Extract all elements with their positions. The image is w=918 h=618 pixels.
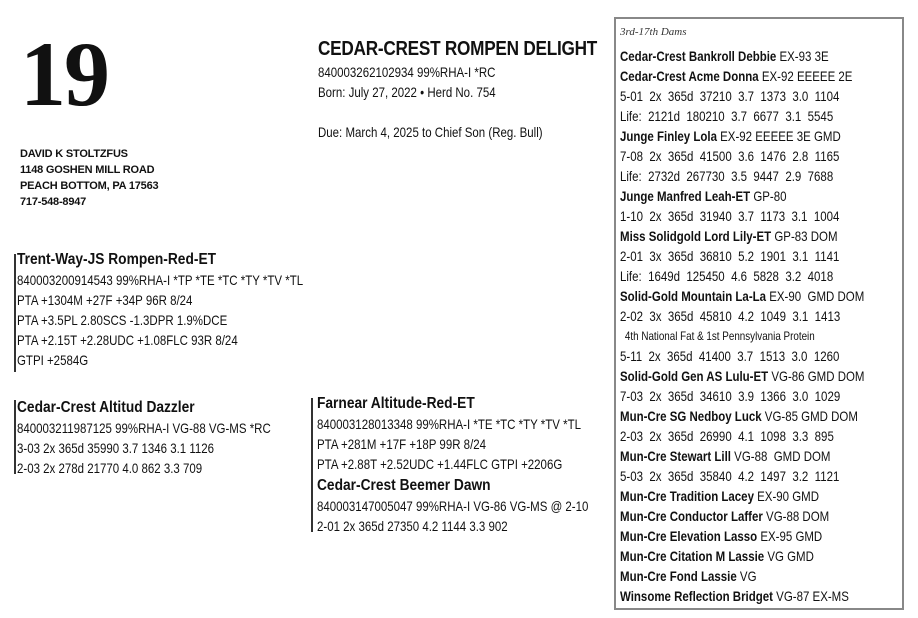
dam-entry-classification: VG-87 EX-MS (772, 588, 849, 604)
dam-record-line: 1-10 2x 365d 31940 3.7 1173 3.1 1004 (620, 208, 840, 224)
maternal-bracket (311, 398, 315, 532)
dam-entry (620, 126, 915, 146)
dam-entry-classification: VG GMD (764, 548, 814, 564)
dam-entry (620, 566, 915, 586)
dam-entry (620, 586, 915, 606)
dam-entry-classification: VG-85 GMD DOM (761, 408, 858, 424)
sire-block (17, 250, 366, 370)
dam-entry (620, 406, 915, 426)
dam-entry (620, 46, 915, 66)
dam-record-line: 2-02 3x 365d 45810 4.2 1049 3.1 1413 (620, 308, 841, 324)
dam-entry-classification: VG (736, 568, 757, 584)
mgd-line: 2-01 2x 365d 27350 4.2 1144 3.3 902 (317, 518, 508, 534)
dam-note: 4th National Fat & 1st Pennsylvania Protein (624, 329, 815, 343)
lot-number: 19 (20, 23, 108, 125)
dam-entry-classification: EX-92 EEEEE 2E (758, 68, 853, 84)
sire-line: PTA +1304M +27F +34P 96R 8/24 (17, 292, 193, 308)
mgs-line: PTA +281M +17F +18P 99R 8/24 (317, 436, 487, 452)
dam-record-line: 5-11 2x 365d 41400 3.7 1513 3.0 1260 (620, 348, 840, 364)
dam-record-line: Life: 2121d 180210 3.7 6677 3.1 5545 (620, 108, 834, 124)
dam-entry (620, 546, 915, 566)
dam-entry (620, 366, 915, 386)
dam-entry-name: Mun-Cre Conductor Laffer (620, 508, 763, 524)
dam-entry-classification: EX-93 3E (776, 48, 829, 64)
dam-record-line: Life: 2732d 267730 3.5 9447 2.9 7688 (620, 168, 834, 184)
owner-name: DAVID K STOLTZFUS (20, 148, 128, 160)
mgs-block (317, 394, 639, 474)
dam-line: 840003211987125 99%RHA-I VG-88 VG-MS *RC (17, 420, 271, 436)
sire-line: PTA +3.5PL 2.80SCS -1.3DPR 1.9%DCE (17, 312, 228, 328)
animal-name: CEDAR-CREST ROMPEN DELIGHT (318, 38, 598, 60)
dam-entry-name: Mun-Cre Fond Lassie (620, 568, 737, 584)
sire-line: 840003200914543 99%RHA-I *TP *TE *TC *TY *TV *TL (17, 272, 304, 288)
dam-entry-classification: EX-90 GMD (753, 488, 820, 504)
dam-entry (620, 66, 915, 86)
dam-record-line: 5-01 2x 365d 37210 3.7 1373 3.0 1104 (620, 88, 840, 104)
dam-entry-classification: EX-95 GMD (757, 528, 823, 544)
dams-header: 3rd-17th Dams (620, 26, 687, 38)
dam-entry-classification: GP-83 DOM (771, 228, 838, 244)
dam-record-line: 7-08 2x 365d 41500 3.6 1476 2.8 1165 (620, 148, 840, 164)
dam-entry (620, 446, 915, 466)
sire-name: Trent-Way-JS Rompen-Red-ET (17, 251, 217, 268)
dam-entry-name: Solid-Gold Mountain La-La (620, 288, 767, 304)
dam-entry (620, 526, 915, 546)
dam-entry-classification: VG-88 GMD DOM (730, 448, 831, 464)
mgd-line: 840003147005047 99%RHA-I VG-86 VG-MS @ 2-10 (317, 498, 589, 514)
dam-entry-name: Junge Manfred Leah-ET (620, 188, 751, 204)
mgs-line: PTA +2.88T +2.52UDC +1.44FLC GTPI +2206G (317, 456, 563, 472)
owner-address-line2: PEACH BOTTOM, PA 17563 (20, 180, 159, 192)
dam-entry-name: Miss Solidgold Lord Lily-ET (620, 228, 772, 244)
dam-record-line: 2-01 3x 365d 36810 5.2 1901 3.1 1141 (620, 248, 840, 264)
dam-record-line: 5-03 2x 365d 35840 4.2 1497 3.2 1121 (620, 468, 840, 484)
dam-entry (620, 506, 915, 526)
dam-entry-name: Cedar-Crest Bankroll Debbie (620, 48, 777, 64)
dam-record-line: 7-03 2x 365d 34610 3.9 1366 3.0 1029 (620, 388, 841, 404)
dam-entry-name: Junge Finley Lola (620, 128, 717, 144)
dam-entry-name: Winsome Reflection Bridget (620, 588, 773, 604)
owner-address-line1: 1148 GOSHEN MILL ROAD (20, 164, 155, 176)
owner-block (20, 146, 158, 210)
dam-entry-classification: VG-86 GMD DOM (768, 368, 865, 384)
mgs-name: Farnear Altitude-Red-ET (317, 395, 475, 412)
dam-entry-name: Cedar-Crest Acme Donna (620, 68, 759, 84)
sire-line: GTPI +2584G (17, 352, 89, 368)
dam-entry-name: Mun-Cre Citation M Lassie (620, 548, 765, 564)
dam-record-line: 2-03 2x 365d 26990 4.1 1098 3.3 895 (620, 428, 834, 444)
dam-entry-classification: GP-80 (750, 188, 787, 204)
dam-entry-classification: VG-88 DOM (762, 508, 830, 524)
animal-due-line: Due: March 4, 2025 to Chief Son (Reg. Bull) (318, 124, 543, 140)
dams-list (620, 46, 915, 606)
dam-entry-name: Mun-Cre Stewart Lill (620, 448, 731, 464)
dam-entry-name: Solid-Gold Gen AS Lulu-ET (620, 368, 769, 384)
dam-name: Cedar-Crest Altitud Dazzler (17, 399, 195, 416)
dam-entry (620, 486, 915, 506)
mgd-block (317, 476, 648, 536)
mgs-line: 840003128013348 99%RHA-I *TE *TC *TY *TV *TL (317, 416, 581, 432)
dam-line: 2-03 2x 278d 21770 4.0 862 3.3 709 (17, 460, 203, 476)
dam-entry-name: Mun-Cre SG Nedboy Luck (620, 408, 762, 424)
sire-line: PTA +2.15T +2.28UDC +1.08FLC 93R 8/24 (17, 332, 238, 348)
dam-block (17, 398, 326, 478)
dam-entry-classification: EX-92 EEEEE 3E GMD (716, 128, 841, 144)
animal-id-line: 840003262102934 99%RHA-I *RC (318, 64, 496, 80)
dam-entry-name: Mun-Cre Tradition Lacey (620, 488, 754, 504)
dam-entry-classification: EX-90 GMD DOM (766, 288, 865, 304)
dam-entry (620, 286, 915, 306)
dam-entry-name: Mun-Cre Elevation Lasso (620, 528, 758, 544)
mgd-name: Cedar-Crest Beemer Dawn (317, 477, 491, 494)
dam-record-line: Life: 1649d 125450 4.6 5828 3.2 4018 (620, 268, 834, 284)
dam-entry (620, 186, 915, 206)
animal-born-line: Born: July 27, 2022 • Herd No. 754 (318, 84, 496, 100)
dam-entry (620, 226, 915, 246)
owner-phone: 717-548-8947 (20, 196, 87, 208)
dam-line: 3-03 2x 365d 35990 3.7 1346 3.1 1126 (17, 440, 215, 456)
